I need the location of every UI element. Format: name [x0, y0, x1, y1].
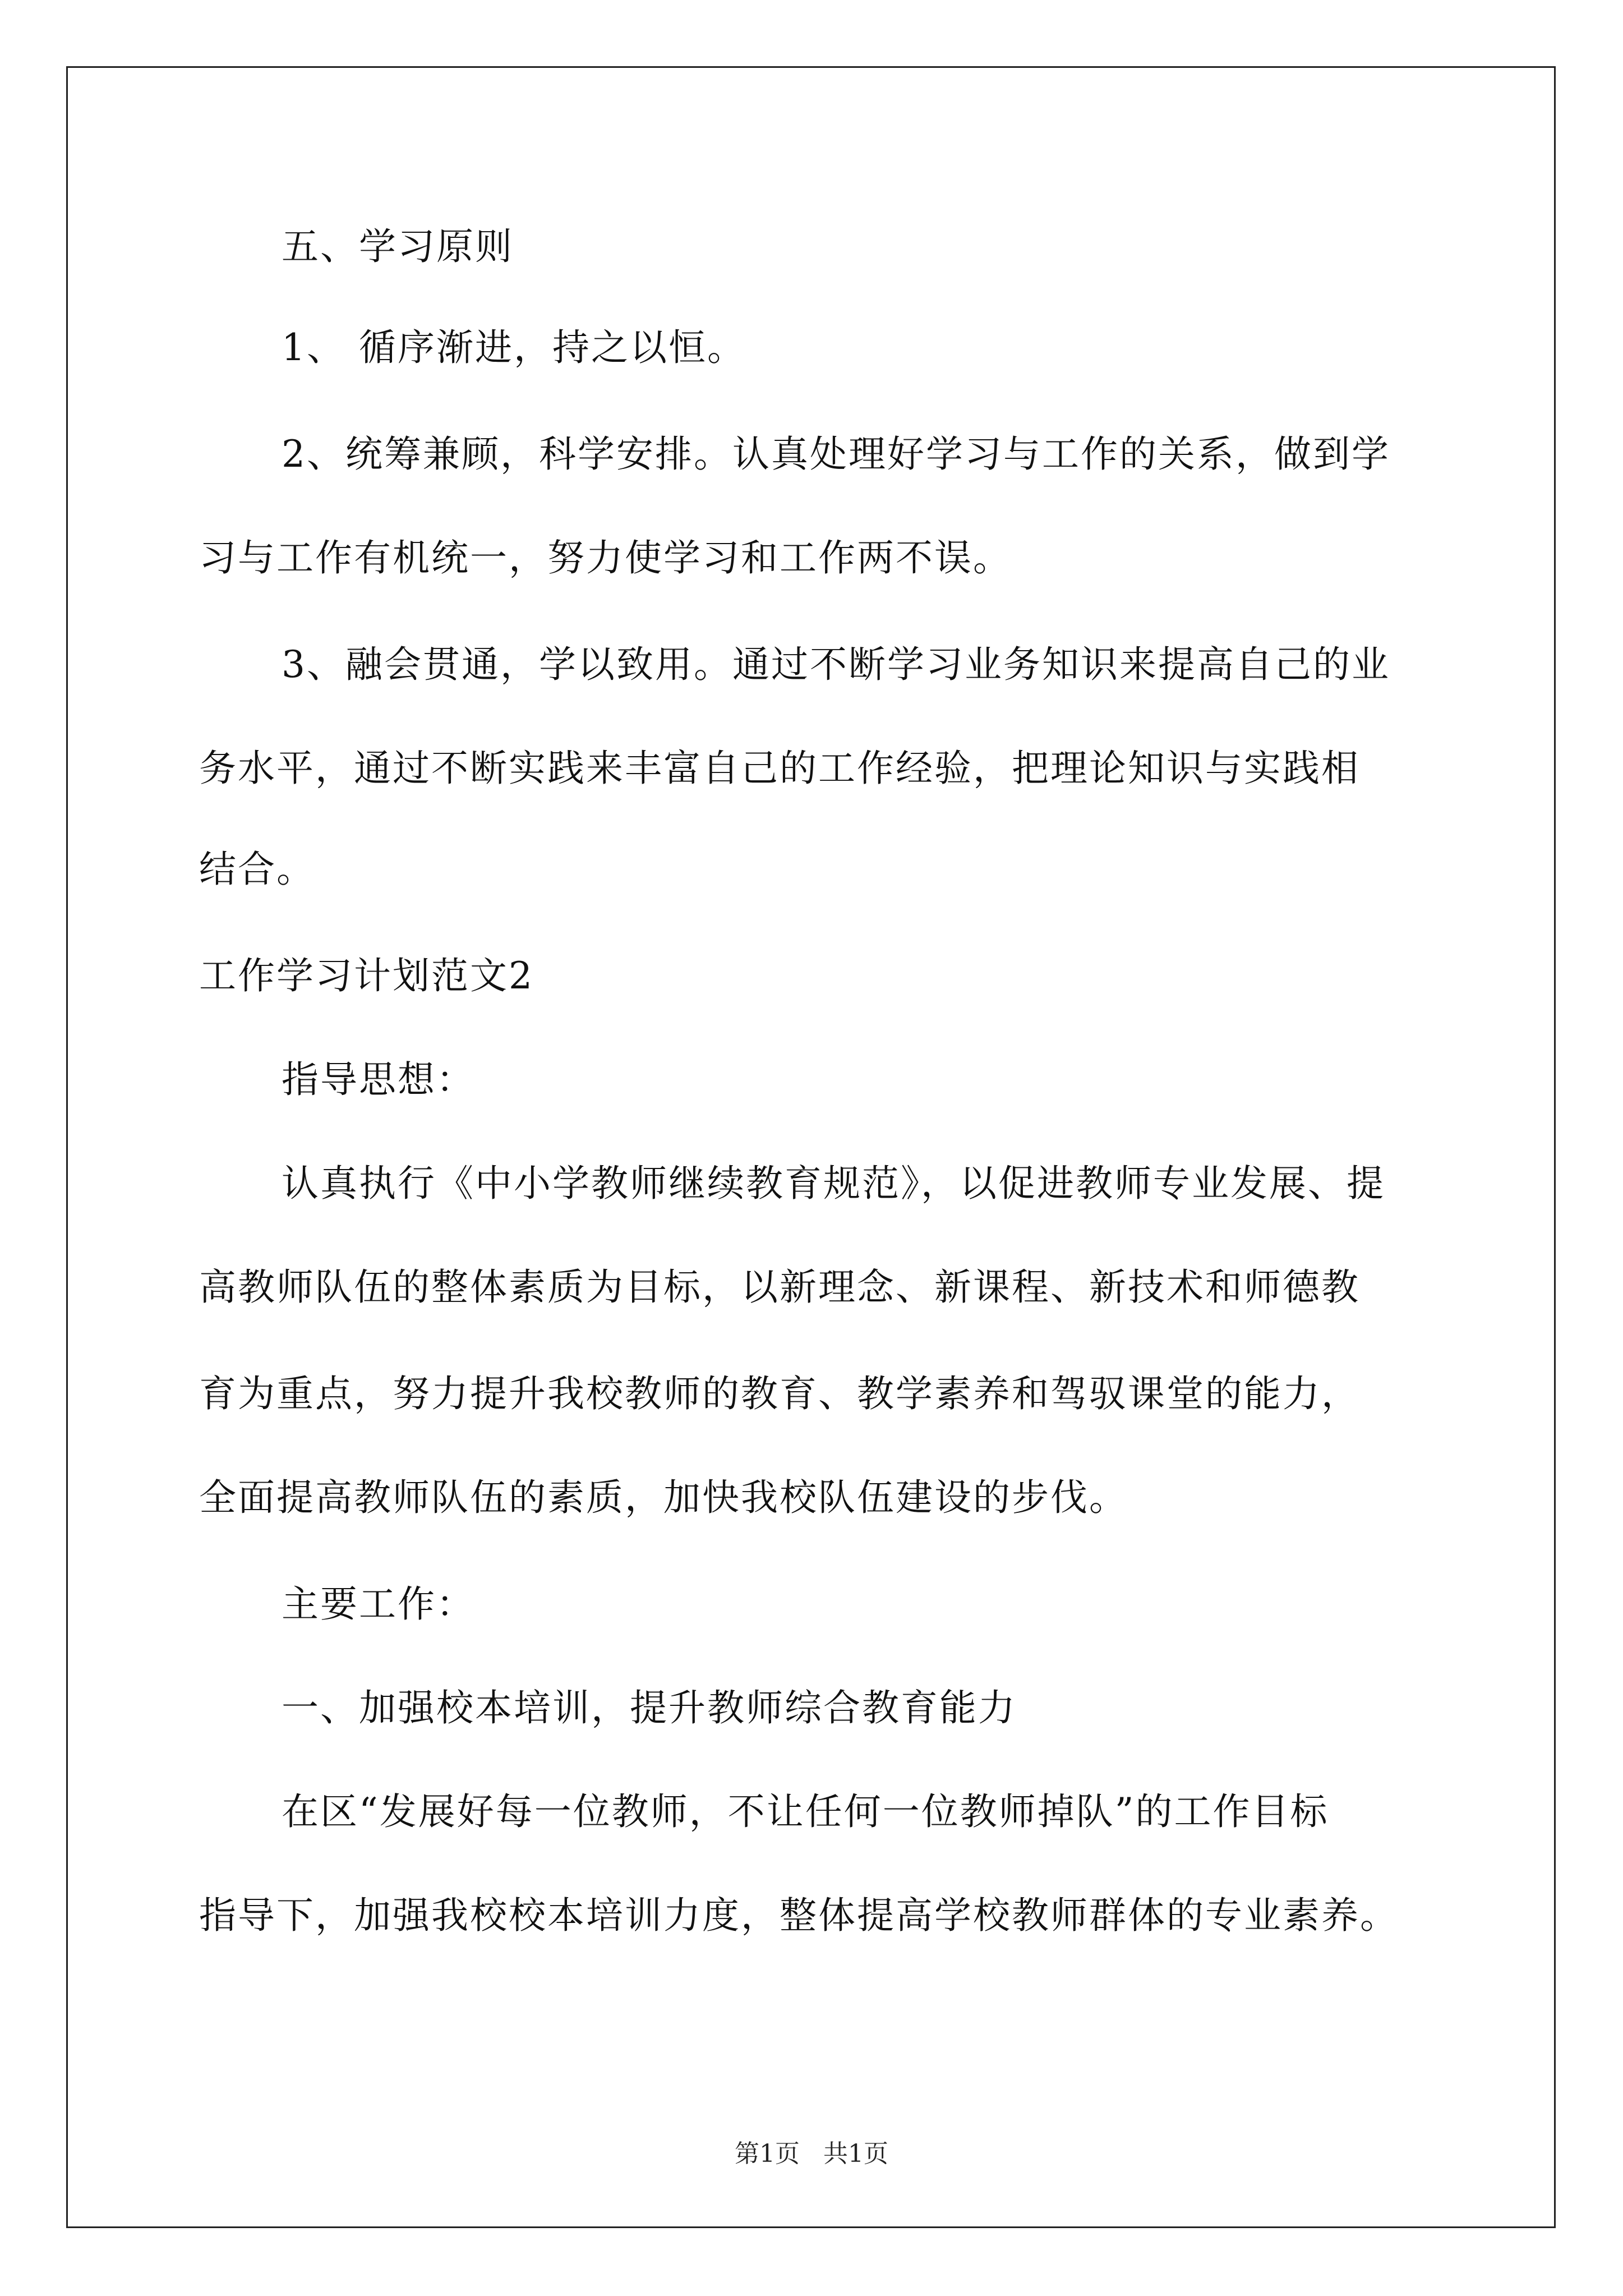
work-item-1-line-1: 在区“发展好每一位教师，不让任何一位教师掉队”的工作目标	[282, 1790, 1329, 1833]
guiding-thought-line-4: 全面提高教师队伍的素质，加快我校队伍建设的步伐。	[199, 1476, 1128, 1519]
principle-3-line-1: 3、融会贯通，学以致用。通过不断学习业务知识来提高自己的业	[282, 643, 1390, 686]
work-item-1-heading: 一、加强校本培训，提升教师综合教育能力	[282, 1686, 1017, 1729]
guiding-thought-line-2: 高教师队伍的整体素质为目标，以新理念、新课程、新技术和师德教	[199, 1266, 1360, 1309]
work-item-1-line-2: 指导下，加强我校校本培训力度，整体提高学校教师群体的专业素养。	[199, 1894, 1399, 1937]
principle-1: 1、 循序渐进，持之以恒。	[282, 326, 746, 369]
guiding-thought-heading: 指导思想：	[282, 1058, 475, 1101]
principle-2-line-2: 习与工作有机统一，努力使学习和工作两不误。	[199, 536, 1012, 579]
doc-subtitle: 工作学习计划范文2	[199, 954, 534, 997]
guiding-thought-line-1: 认真执行《中小学教师继续教育规范》，以促进教师专业发展、提	[282, 1162, 1385, 1205]
page-footer: 第1页 共1页	[735, 2139, 888, 2168]
main-work-heading: 主要工作：	[282, 1582, 475, 1626]
principle-3-line-3: 结合。	[199, 848, 315, 891]
section-heading-principles: 五、学习原则	[282, 225, 514, 268]
principle-3-line-2: 务水平，通过不断实践来丰富自己的工作经验，把理论知识与实践相	[199, 747, 1360, 790]
guiding-thought-line-3: 育为重点，努力提升我校教师的教育、教学素养和驾驭课堂的能力，	[199, 1372, 1360, 1415]
principle-2-line-1: 2、统筹兼顾，科学安排。认真处理好学习与工作的关系，做到学	[282, 432, 1390, 476]
